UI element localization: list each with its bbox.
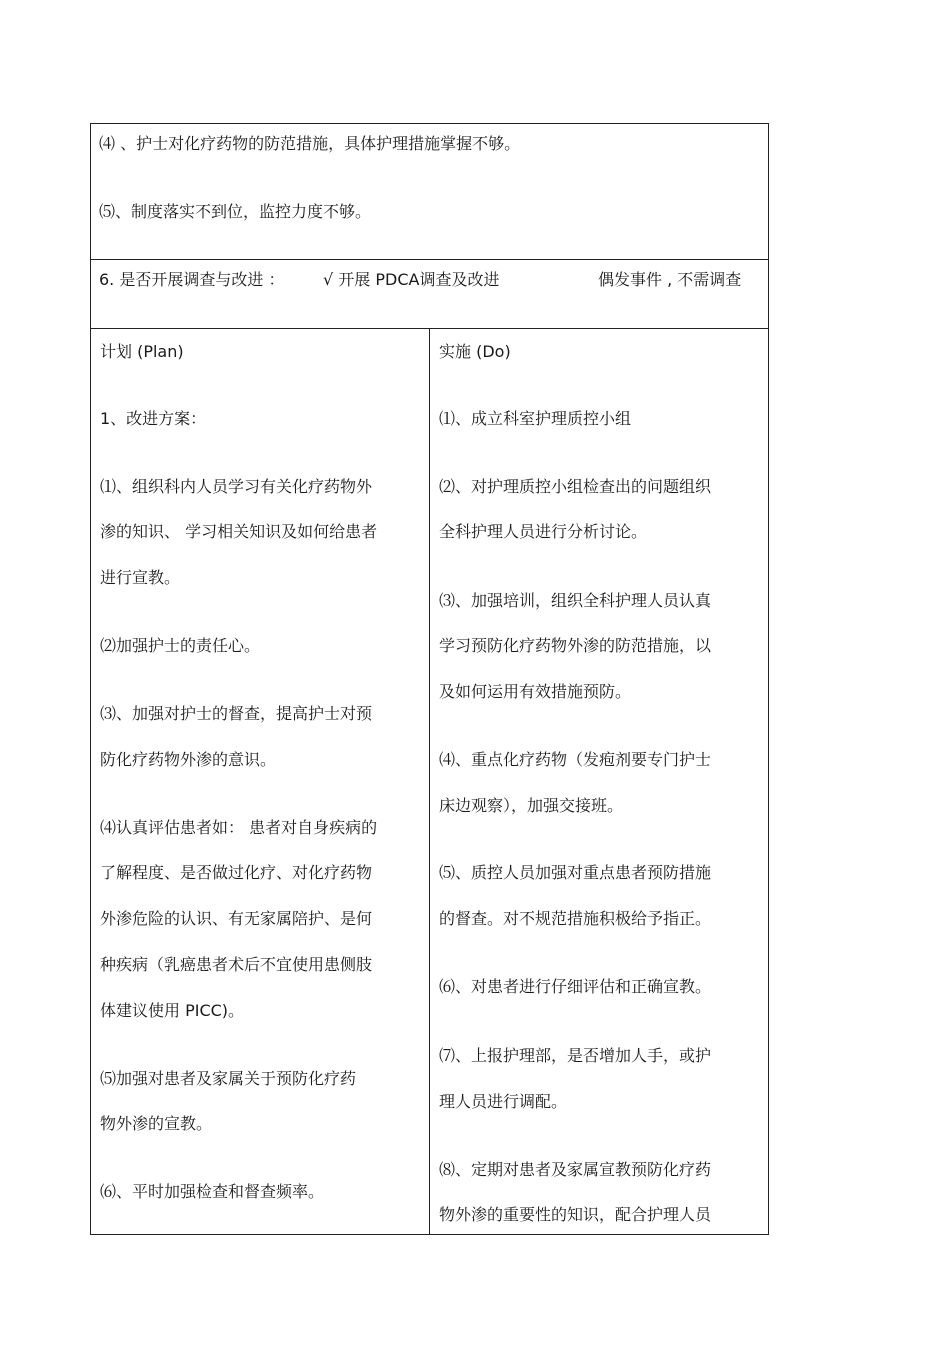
do-line: 物外渗的重要性的知识，配合护理人员: [439, 1205, 712, 1224]
plan-line: 种疾病（乳癌患者术后不宜使用患侧肢: [100, 955, 373, 974]
plan-line: 防化疗药物外渗的意识。: [100, 750, 277, 769]
plan-line: 物外渗的宣教。: [100, 1114, 213, 1133]
column-divider: [429, 329, 430, 1235]
plan-line: ⑸加强对患者及家属关于预防化疗药: [100, 1069, 357, 1088]
do-line: ⑶、加强培训，组织全科护理人员认真: [439, 591, 712, 610]
do-line: 的督查。对不规范措施积极给予指正。: [439, 909, 712, 928]
investigation-row: [91, 260, 768, 329]
plan-line: ⑶、加强对护士的督查，提高护士对预: [100, 704, 373, 723]
do-line: ⑺、上报护理部，是否增加人手，或护: [439, 1046, 712, 1065]
do-line: ⑸、质控人员加强对重点患者预防措施: [439, 863, 712, 882]
plan-line: ⑹、平时加强检查和督查频率。: [100, 1182, 325, 1201]
incident-report-table: [90, 123, 769, 1235]
do-line: 及如何运用有效措施预防。: [439, 682, 632, 701]
plan-line: ⑵加强护士的责任心。: [100, 636, 261, 655]
plan-line: 外渗危险的认识、有无家属陪护、是何: [100, 909, 373, 928]
do-line: ⑻、定期对患者及家属宣教预防化疗药: [439, 1160, 712, 1179]
plan-line: 体建议使用 PICC)。: [100, 1001, 245, 1020]
do-line: ⑵、对护理质控小组检查出的问题组织: [439, 477, 712, 496]
plan-heading: 计划 (Plan): [100, 342, 184, 361]
do-line: 床边观察），加强交接班。: [439, 796, 624, 815]
do-line: ⑴、成立科室护理质控小组: [439, 409, 632, 428]
cause-item-4: ⑷ 、护士对化疗药物的防范措施，具体护理措施掌握不够。: [99, 134, 521, 153]
plan-line: ⑷认真评估患者如： 患者对自身疾病的: [100, 818, 378, 837]
plan-line: 进行宣教。: [100, 568, 181, 587]
plan-line: ⑴、组织科内人员学习有关化疗药物外: [100, 477, 373, 496]
investigation-label: 6. 是否开展调查与改进 ：: [99, 270, 285, 289]
causes-row: [91, 124, 768, 260]
plan-line: 渗的知识、 学习相关知识及如何给患者: [100, 522, 378, 541]
option-pdca: √ 开展 PDCA调查及改进: [323, 270, 500, 289]
do-line: 学习预防化疗药物外渗的防范措施，以: [439, 636, 712, 655]
do-line: ⑹、对患者进行仔细评估和正确宣教。: [439, 977, 712, 996]
plan-line: 了解程度、是否做过化疗、对化疗药物: [100, 863, 373, 882]
option-occasional: 偶发事件 , 不需调查: [598, 270, 742, 289]
do-line: ⑷、重点化疗药物（发疱剂要专门护士: [439, 750, 712, 769]
cause-item-5: ⑸、制度落实不到位，监控力度不够。: [99, 202, 372, 221]
do-line: 理人员进行调配。: [439, 1092, 568, 1111]
plan-line: 1、改进方案：: [100, 409, 207, 428]
do-heading: 实施 (Do): [439, 342, 511, 361]
do-line: 全科护理人员进行分析讨论。: [439, 522, 648, 541]
